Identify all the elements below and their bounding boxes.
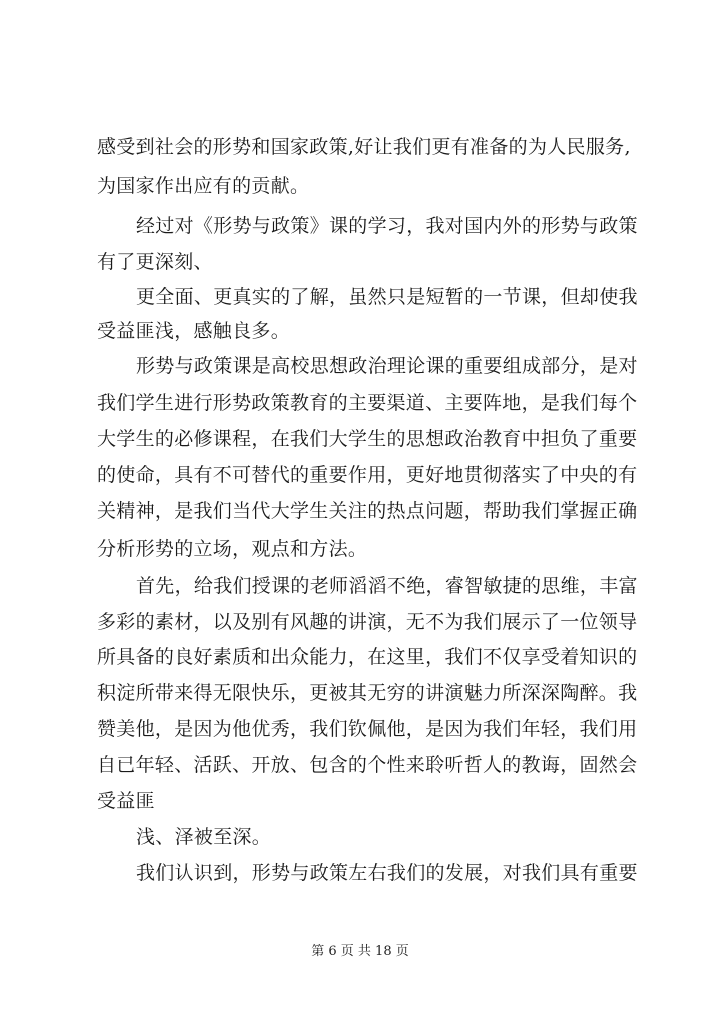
text-line: 多彩的素材，以及别有风趣的讲演，无不为我们展示了一位领导: [97, 611, 638, 633]
text-line: 我们学生进行形势政策教育的主要渠道、主要阵地，是我们每个: [97, 392, 638, 414]
text-line: 自已年轻、活跃、开放、包含的个性来聆听哲人的教诲，固然会: [97, 754, 638, 776]
text-line: 关精神，是我们当代大学生关注的热点问题，帮助我们掌握正确: [97, 500, 638, 522]
text-line: 有了更深刻、: [97, 251, 213, 273]
text-line: 首先，给我们授课的老师滔滔不绝，睿智敏捷的思维，丰富: [136, 575, 638, 597]
text-line: 受益匪浅，感触良多。: [97, 320, 291, 342]
text-line: 浅、泽被至深。: [136, 826, 272, 848]
text-line: 更全面、更真实的了解，虽然只是短暂的一节课，但却使我: [136, 286, 638, 308]
text-line: 经过对《形势与政策》课的学习，我对国内外的形势与政策: [136, 215, 638, 237]
text-line: 赞美他，是因为他优秀，我们钦佩他，是因为我们年轻，我们用: [97, 718, 638, 740]
text-line: 为国家作出应有的贡献。: [97, 175, 310, 197]
text-line: 受益匪: [97, 790, 155, 812]
text-line: 大学生的必修课程，在我们大学生的思想政治教育中担负了重要: [97, 428, 638, 450]
text-line: 所具备的良好素质和出众能力，在这里，我们不仅享受着知识的: [97, 646, 638, 668]
text-line: 形势与政策课是高校思想政治理论课的重要组成部分，是对: [136, 355, 638, 377]
text-line: 感受到社会的形势和国家政策,好让我们更有准备的为人民服务,: [97, 136, 631, 158]
text-line: 的使命，具有不可替代的重要作用，更好地贯彻落实了中央的有: [97, 464, 638, 486]
text-line: 我们认识到，形势与政策左右我们的发展，对我们具有重要: [136, 862, 638, 884]
text-line: 分析形势的立场，观点和方法。: [97, 538, 368, 560]
text-line: 积淀所带来得无限快乐，更被其无穷的讲演魅力所深深陶醉。我: [97, 682, 638, 704]
page-number-footer: 第 6 页 共 18 页: [311, 944, 409, 959]
